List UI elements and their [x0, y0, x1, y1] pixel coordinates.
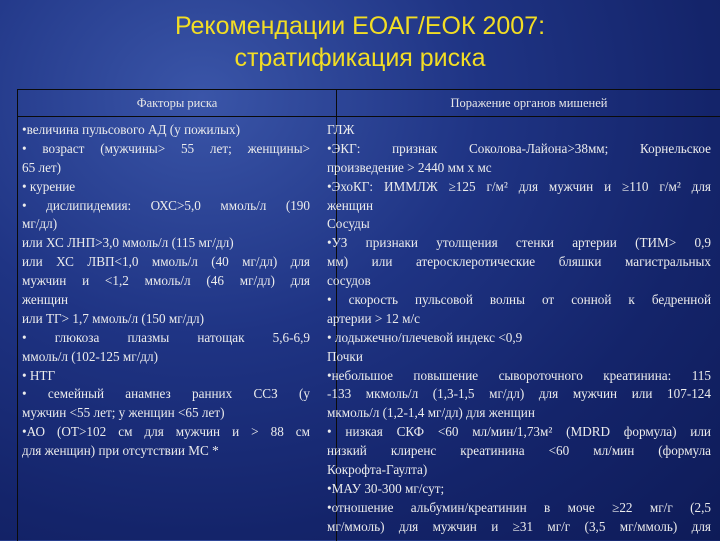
- text-line: •ЭхоКГ: ИММЛЖ ≥125 г/м² для мужчин и ≥110 г/м² для: [327, 178, 711, 194]
- text-line: • глюкоза плазмы натощак 5,6-6,9: [22, 329, 310, 345]
- text-line: женщин: [327, 197, 374, 213]
- text-line: •МАУ 30-300 мг/сут;: [327, 480, 445, 496]
- text-line: Почки: [327, 348, 363, 364]
- text-line: мг/дл): [22, 216, 58, 232]
- text-line: • курение: [22, 178, 76, 194]
- text-line: мг/ммоль) для мужчин и ≥31 мг/г (3,5 мг/ммоль) для: [327, 518, 711, 534]
- text-line: или ХС ЛНП>3,0 ммоль/л (115 мг/дл): [22, 235, 234, 251]
- text-line: •АО (ОТ>102 см для мужчин и > 88 см: [22, 424, 310, 440]
- text-line: Кокрофта-Гаулта): [327, 462, 428, 478]
- text-line: • семейный анамнез ранних ССЗ (у: [22, 386, 310, 402]
- text-line: артерии > 12 м/с: [327, 310, 420, 326]
- text-line: -133 мкмоль/л (1,3-1,5 мг/дл) для мужчин или 107-124: [327, 386, 711, 402]
- text-line: • лодыжечно/плечевой индекс <0,9: [327, 329, 523, 345]
- text-line: 65 лет): [22, 159, 62, 175]
- text-line: • НТГ: [22, 367, 56, 383]
- header-risk-factors: Факторы риска: [136, 96, 218, 110]
- text-line: мм) или атеросклеротические бляшки магистральных: [327, 254, 711, 270]
- text-line: •небольшое повышение сывороточного креатинина: 115: [327, 367, 711, 383]
- text-line: для женщин) при отсутствии МС *: [22, 443, 219, 459]
- text-line: • дислипидемия: ОХС>5,0 ммоль/л (190: [22, 197, 310, 213]
- text-line: мужчин и <1,2 ммоль/л (46 мг/дл) для: [22, 273, 310, 289]
- header-target-organ-damage: Поражение органов мишеней: [450, 96, 608, 110]
- text-line: мкмоль/л (1,2-1,4 мг/дл) для женщин: [327, 405, 535, 421]
- text-line: •ЭКГ: признак Соколова-Лайона>38мм; Корнельское: [327, 140, 711, 156]
- text-line: Сосуды: [327, 216, 370, 232]
- text-line: женщин: [22, 292, 69, 308]
- text-line: •величина пульсового АД (у пожилых): [22, 122, 240, 137]
- risk-factors-column: [22, 121, 310, 461]
- text-line: сосудов: [327, 273, 371, 289]
- text-line: •отношение альбумин/креатинин в моче ≥22 мг/г (2,5: [327, 499, 711, 515]
- title-line-2: стратификация риска: [234, 44, 486, 72]
- text-line: ГЛЖ: [327, 122, 355, 137]
- text-line: или ХС ЛВП<1,0 ммоль/л (40 мг/дл) для: [22, 254, 310, 270]
- text-line: ммоль/л (102-125 мг/дл): [22, 348, 158, 364]
- title-line-1: Рекомендации ЕОАГ/ЕОК 2007:: [174, 12, 546, 40]
- text-line: • скорость пульсовой волны от сонной к бедренной: [327, 292, 711, 308]
- text-line: •УЗ признаки утолщения стенки артерии (ТИМ> 0,9: [327, 235, 711, 251]
- text-line: низкий клиренс креатинина <60 мл/мин (формула: [327, 443, 711, 459]
- slide-title: [0, 10, 720, 74]
- text-line: мужчин <55 лет; у женщин <65 лет): [22, 405, 225, 421]
- text-line: произведение > 2440 мм х мс: [327, 159, 492, 175]
- risk-table: [17, 89, 720, 541]
- target-organ-damage-column: [327, 121, 711, 537]
- text-line: • низкая СКФ <60 мл/мин/1,73м² (MDRD формула) или: [327, 424, 711, 440]
- text-line: • возраст (мужчины> 55 лет; женщины>: [22, 140, 310, 156]
- text-line: или ТГ> 1,7 ммоль/л (150 мг/дл): [22, 310, 205, 326]
- header-divider: [18, 116, 720, 117]
